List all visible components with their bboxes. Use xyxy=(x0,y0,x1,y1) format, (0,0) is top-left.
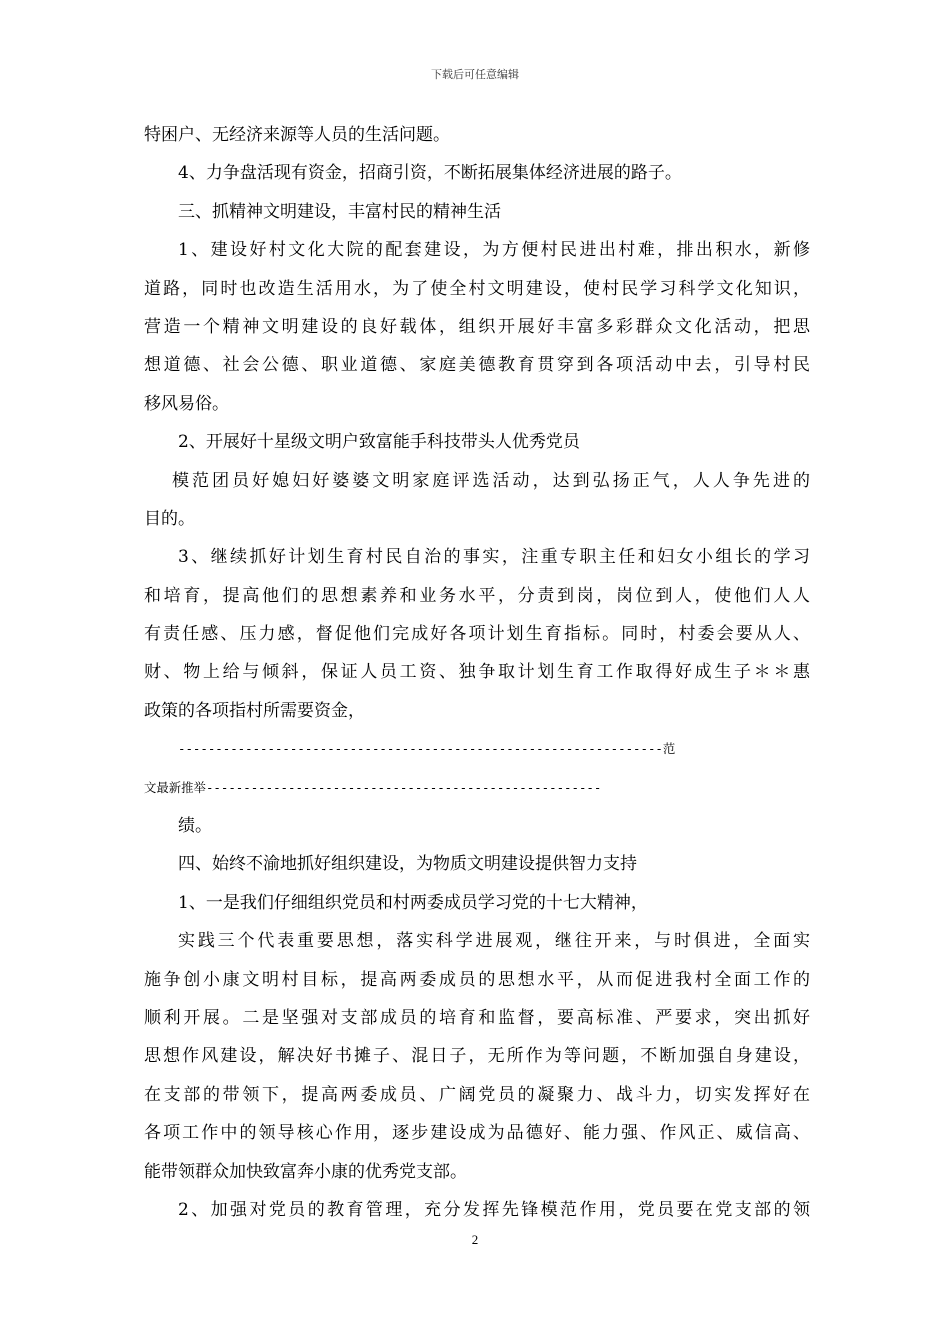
paragraph-line: 模范团员好媳妇好婆婆文明家庭评选活动，达到弘扬正气，人人争先进的 xyxy=(172,470,810,491)
page-header: 下载后可任意编辑 xyxy=(431,68,519,81)
paragraph-line: 2、开展好十星级文明户致富能手科技带头人优秀党员 xyxy=(178,432,580,453)
paragraph-line: 营造一个精神文明建设的良好载体，组织开展好丰富多彩群众文化活动，把思 xyxy=(144,316,810,337)
paragraph-line: 4、力争盘活现有资金，招商引资，不断拓展集体经济进展的路子。 xyxy=(178,163,682,184)
paragraph-line: 能带领群众加快致富奔小康的优秀党支部。 xyxy=(144,1161,467,1182)
document-body xyxy=(144,116,810,1229)
paragraph-line: 想道德、社会公德、职业道德、家庭美德教育贯穿到各项活动中去，引导村民 xyxy=(144,355,810,376)
paragraph-line: 各项工作中的领导核心作用，逐步建设成为品德好、能力强、作风正、威信高、 xyxy=(144,1123,810,1144)
separator-line: -----------------------------------------------------------------范 xyxy=(178,741,676,757)
paragraph-line: 施争创小康文明村目标，提高两委成员的思想水平，从而促进我村全面工作的 xyxy=(144,969,810,990)
paragraph-line: 财、物上给与倾斜，保证人员工资、独争取计划生育工作取得好成生子＊＊惠 xyxy=(144,662,810,683)
page-number: 2 xyxy=(471,1232,479,1247)
paragraph-line: 顺利开展。二是坚强对支部成员的培育和监督，要高标准、严要求，突出抓好 xyxy=(144,1007,810,1028)
paragraph-line: 绩。 xyxy=(178,816,212,837)
paragraph-line: 2、加强对党员的教育管理，充分发挥先锋模范作用，党员要在党支部的领 xyxy=(178,1199,810,1220)
paragraph-line: 1、建设好村文化大院的配套建设，为方便村民进出村难，排出积水，新修 xyxy=(178,240,810,261)
section-heading: 四、始终不渝地抓好组织建设，为物质文明建设提供智力支持 xyxy=(178,854,637,875)
paragraph-line: 1、一是我们仔细组织党员和村两委成员学习党的十七大精神， xyxy=(178,892,648,913)
paragraph-line: 移风易俗。 xyxy=(144,393,229,414)
paragraph-line: 特困户、无经济来源等人员的生活问题。 xyxy=(144,125,450,145)
paragraph-line: 实践三个代表重要思想，落实科学进展观，继往开来，与时俱进，全面实 xyxy=(178,931,810,952)
paragraph-line: 目的。 xyxy=(144,508,195,529)
paragraph-line: 道路，同时也改造生活用水，为了使全村文明建设，使村民学习科学文化知识， xyxy=(144,278,810,299)
paragraph-line: 政策的各项指村所需要资金， xyxy=(144,700,365,721)
separator-line: 文最新推举----------------------------------------------------- xyxy=(144,779,602,795)
paragraph-line: 思想作风建设，解决好书摊子、混日子，无所作为等问题，不断加强自身建设， xyxy=(144,1046,810,1067)
section-heading: 三、抓精神文明建设，丰富村民的精神生活 xyxy=(178,201,501,222)
paragraph-line: 3、继续抓好计划生育村民自治的事实，注重专职主任和妇女小组长的学习 xyxy=(178,547,810,568)
paragraph-line: 在支部的带领下，提高两委成员、广阔党员的凝聚力、战斗力，切实发挥好在 xyxy=(144,1084,810,1105)
paragraph-line: 有责任感、压力感，督促他们完成好各项计划生育指标。同时，村委会要从人、 xyxy=(144,624,810,645)
paragraph-line: 和培育，提高他们的思想素养和业务水平，分责到岗，岗位到人，使他们人人 xyxy=(144,585,810,606)
